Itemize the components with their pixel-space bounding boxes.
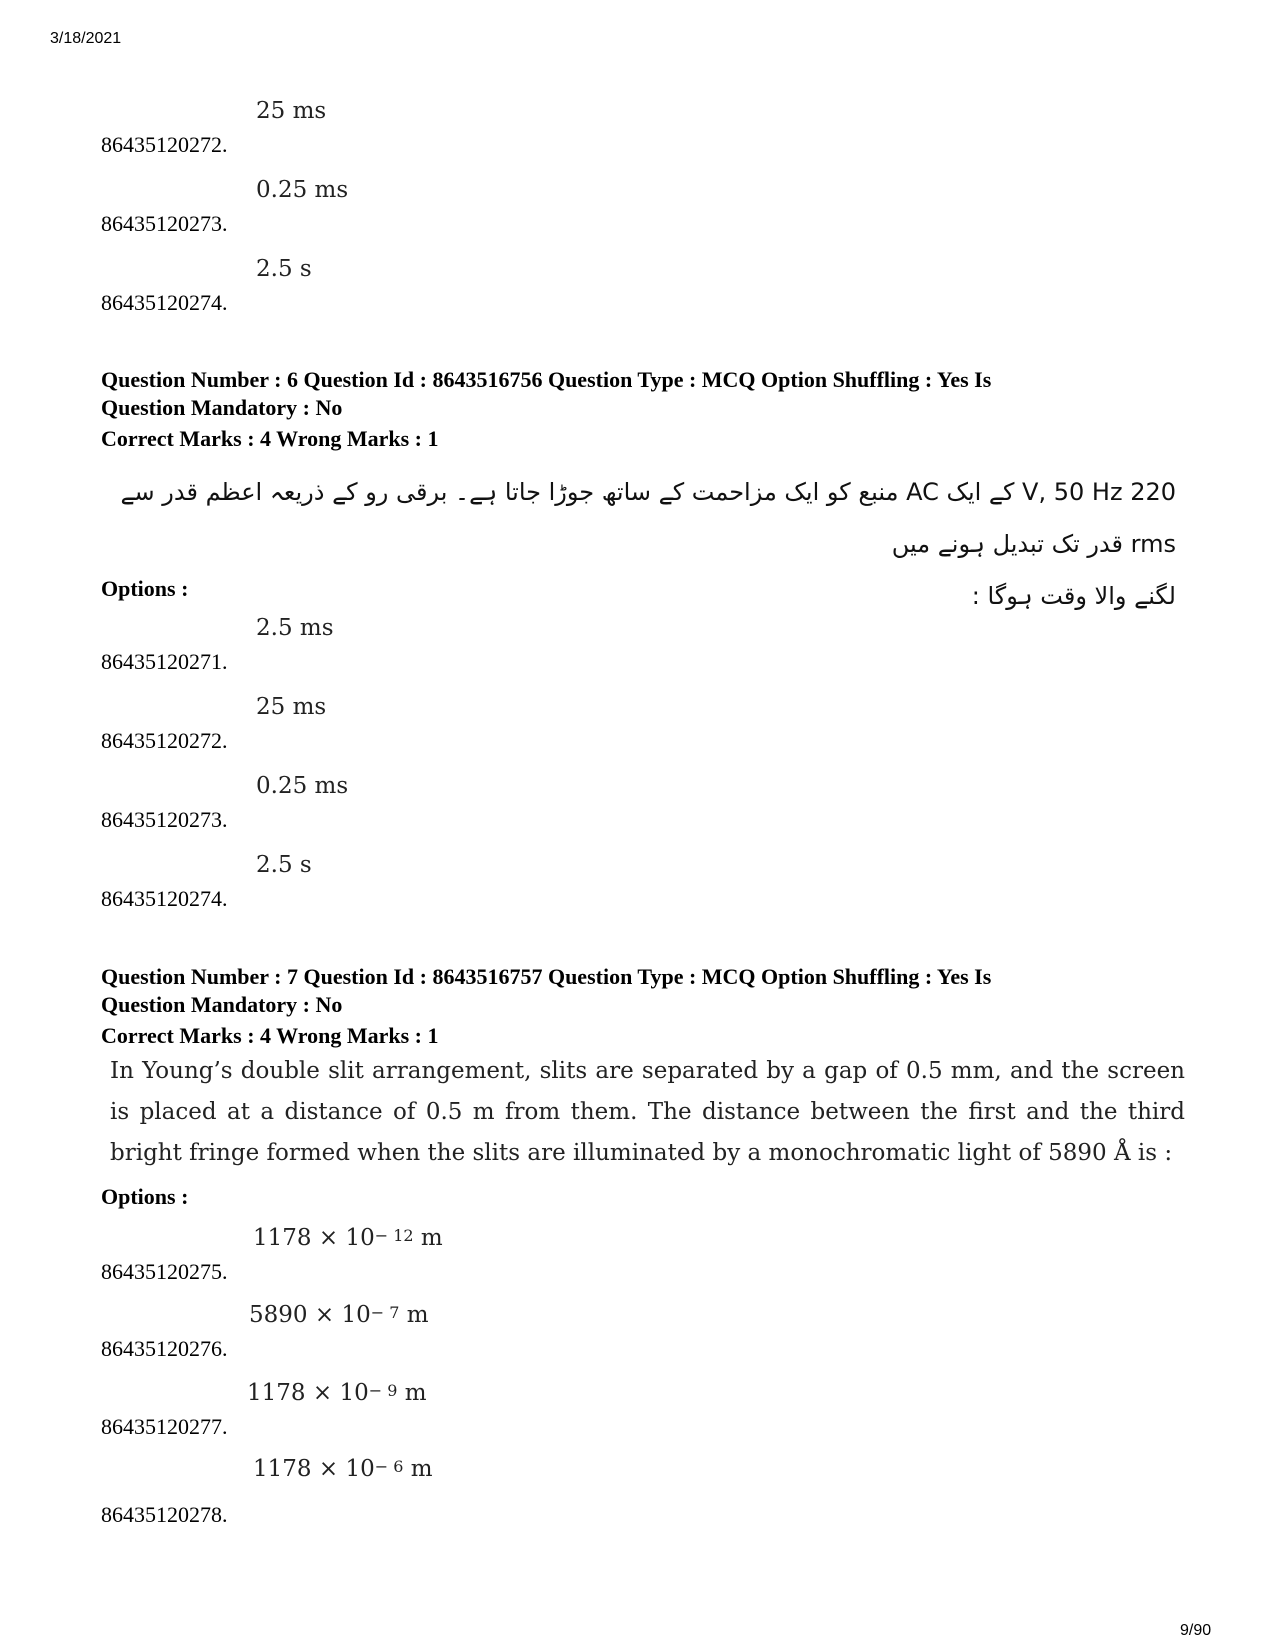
question-meta-line: Question Number : 6 Question Id : 8643516756 Question Type : MCQ Option Shuffling : Yes Is xyxy=(101,367,992,392)
question-7-meta xyxy=(101,963,1201,1019)
question-6-options-label: Options : xyxy=(101,576,189,601)
question-6-text xyxy=(108,466,1176,622)
option-id: 86435120274. xyxy=(101,290,228,315)
mantissa: 5890 xyxy=(249,1302,308,1328)
times-sign: × xyxy=(312,1380,333,1406)
question-text-line: لگنے والا وقت ہوگا : xyxy=(971,582,1176,610)
option-item xyxy=(101,694,801,754)
question-7-text: In Young’s double slit arrangement, slits are separated by a gap of 0.5 mm, and the screen is placed at a distance of 0.5 m from them. The distance between the first and the third bright fringe formed when the slits are illuminated by a monochromatic light of 5890 Å is : xyxy=(110,1058,1185,1166)
option-id: 86435120272. xyxy=(101,132,228,157)
option-value xyxy=(253,1456,433,1482)
option-value: 0.25 ms xyxy=(256,177,349,203)
option-item xyxy=(101,1456,801,1527)
option-id: 86435120276. xyxy=(101,1336,228,1361)
option-item xyxy=(101,1225,801,1285)
mantissa: 1178 xyxy=(253,1456,312,1482)
question-text-line: 220 V, 50 Hz کے ایک AC منبع کو ایک مزاحمت کے ساتھ جوڑا جاتا ہے۔ برقی رو کے ذریعہ اعظم قدر سے rms قدر تک تبدیل ہونے میں xyxy=(120,478,1176,558)
unit: m xyxy=(410,1456,433,1482)
unit: m xyxy=(420,1225,443,1251)
page-number: 9/90 xyxy=(1180,1622,1212,1639)
mantissa: 1178 xyxy=(247,1380,306,1406)
exponent: − 6 xyxy=(374,1457,404,1476)
option-value xyxy=(253,1225,443,1251)
question-6-meta xyxy=(101,366,1201,422)
option-item xyxy=(101,773,801,833)
option-value: 2.5 s xyxy=(256,852,312,878)
times-sign: × xyxy=(318,1225,339,1251)
power-base: 10 xyxy=(345,1456,375,1482)
question-7-options-label: Options : xyxy=(101,1184,189,1209)
times-sign: × xyxy=(314,1302,335,1328)
option-id: 86435120275. xyxy=(101,1259,228,1284)
option-item xyxy=(101,615,801,675)
print-date: 3/18/2021 xyxy=(50,30,122,47)
question-meta-line: Question Mandatory : No xyxy=(101,992,343,1017)
question-6-marks: Correct Marks : 4 Wrong Marks : 1 xyxy=(101,426,439,451)
option-value xyxy=(249,1302,429,1328)
unit: m xyxy=(404,1380,427,1406)
option-value: 0.25 ms xyxy=(256,773,349,799)
power-base: 10 xyxy=(345,1225,375,1251)
times-sign: × xyxy=(318,1456,339,1482)
exponent: − 12 xyxy=(374,1226,414,1245)
option-item xyxy=(101,1380,801,1440)
question-7-marks: Correct Marks : 4 Wrong Marks : 1 xyxy=(101,1023,439,1048)
option-id: 86435120273. xyxy=(101,807,228,832)
option-id: 86435120272. xyxy=(101,728,228,753)
option-item xyxy=(101,852,801,912)
power-base: 10 xyxy=(339,1380,369,1406)
option-id: 86435120273. xyxy=(101,211,228,236)
exponent: − 9 xyxy=(368,1381,398,1400)
option-value: 2.5 s xyxy=(256,256,312,282)
exponent: − 7 xyxy=(370,1303,400,1322)
question-meta-line: Question Number : 7 Question Id : 8643516757 Question Type : MCQ Option Shuffling : Yes Is xyxy=(101,964,992,989)
option-item xyxy=(101,98,801,158)
option-id: 86435120277. xyxy=(101,1414,228,1439)
option-id: 86435120271. xyxy=(101,649,228,674)
unit: m xyxy=(406,1302,429,1328)
question-meta-line: Question Mandatory : No xyxy=(101,395,343,420)
option-item xyxy=(101,1302,801,1362)
power-base: 10 xyxy=(341,1302,371,1328)
mantissa: 1178 xyxy=(253,1225,312,1251)
option-value: 25 ms xyxy=(256,694,327,720)
option-value: 25 ms xyxy=(256,98,327,124)
option-value xyxy=(247,1380,427,1406)
option-item xyxy=(101,177,801,237)
option-id: 86435120274. xyxy=(101,886,228,911)
option-item xyxy=(101,256,801,316)
option-value: 2.5 ms xyxy=(256,615,334,641)
option-id: 86435120278. xyxy=(101,1502,228,1527)
